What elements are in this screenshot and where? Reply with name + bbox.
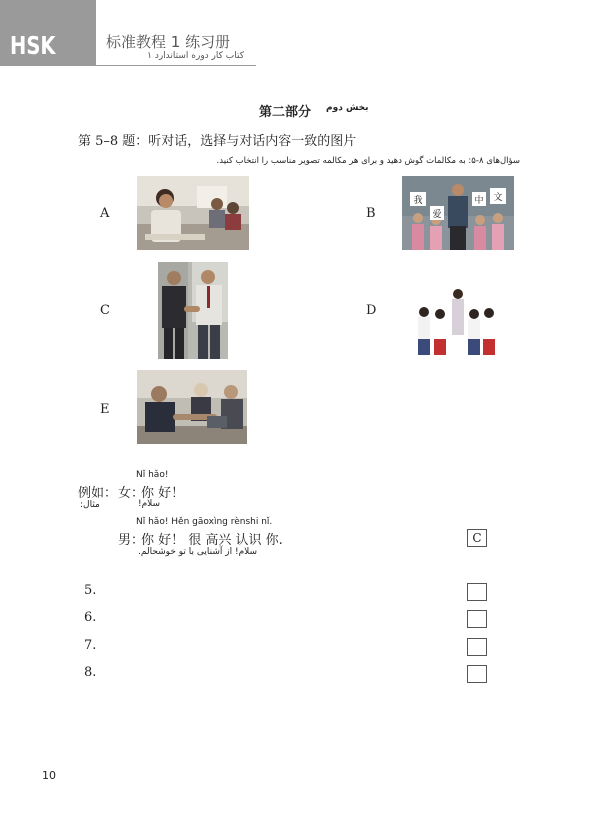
question-8-number: 8. [84,665,97,680]
card-word-wen: 文 [493,193,503,203]
example-lead: 例如： [78,486,118,501]
header-rule [96,65,256,66]
example-line2-fa: سلام! از آشنایی با تو خوشحالم. [138,547,258,557]
question-6-number: 6. [84,610,97,625]
example-line2-speaker: 男： [118,533,145,548]
question-6-answer-box[interactable] [467,610,487,628]
hsk-logo: HSK [10,31,56,60]
photo-c-handshake[interactable] [158,262,228,359]
book-title: 标准教程 1 练习册 [106,33,231,51]
example-line1-hanzi: 你 好！ [141,486,185,501]
example-answer-box: C [467,529,487,547]
book-subtitle: کتاب کار دوره استاندارد ۱ [147,51,244,61]
card-word-ai: 爱 [432,210,442,220]
example-line1-fa: سلام! [138,499,161,509]
option-label-d: D [366,303,377,318]
photo-e-business-meeting[interactable] [137,370,247,444]
card-word-wo: 我 [413,196,423,206]
example-line1-speaker: 女： [118,486,145,501]
section-title-fa: بخش دوم [326,103,369,113]
question-7-answer-box[interactable] [467,638,487,656]
option-label-b: B [366,206,376,221]
instruction-fa: سؤال‌های ۸-۵: به مکالمات گوش دهید و برای هر مکالمه تصویر مناسب را انتخاب کنید. [216,156,520,166]
instruction: 第 5–8 题：听对话，选择与对话内容一致的图片 [78,134,357,149]
photo-d-children-group[interactable] [410,286,498,359]
question-5-number: 5. [84,583,97,598]
section-title: 第二部分 [259,105,312,120]
photo-b-word-cards[interactable] [402,176,514,250]
question-8-answer-box[interactable] [467,665,487,683]
example-line2-hanzi: 你 好！ 很 高兴 认识 你. [141,533,283,548]
card-word-zhong: 中 [474,196,484,206]
option-label-c: C [100,303,110,318]
question-7-number: 7. [84,638,97,653]
option-label-a: A [100,206,110,221]
header-box [0,0,96,66]
option-label-e: E [100,402,110,417]
page-number: 10 [42,769,56,782]
question-5-answer-box[interactable] [467,583,487,601]
example-line1-pinyin: Nǐ hǎo! [136,470,169,480]
example-lead-fa: مثال: [80,500,100,510]
example-line2-pinyin: Nǐ hǎo! Hěn gāoxìng rènshi nǐ. [136,517,273,527]
photo-a-classroom[interactable] [137,176,249,250]
